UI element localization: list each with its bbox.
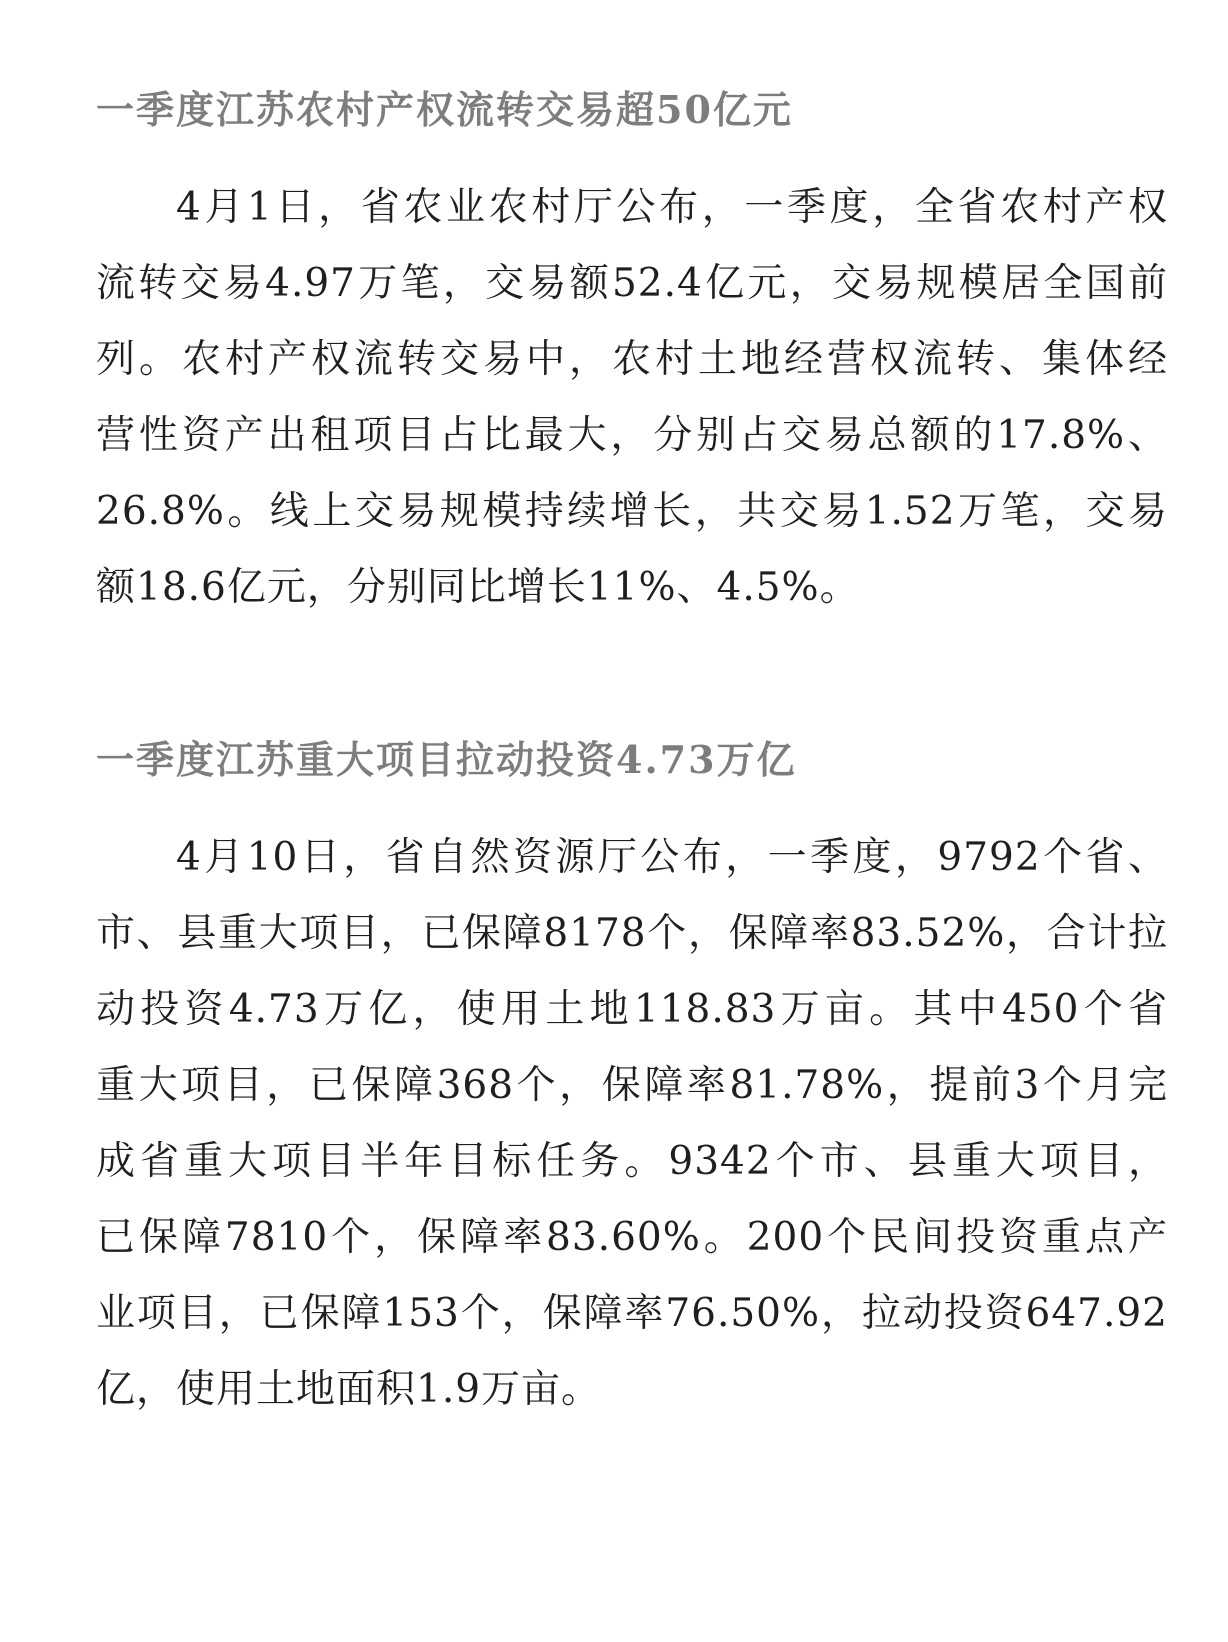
article-line: 亿，使用土地面积1.9万亩。 xyxy=(96,1367,602,1412)
article-body xyxy=(96,170,1168,626)
article-major-projects-investment xyxy=(96,736,1168,1428)
article-line: 4月1日，省农业农村厅公布，一季度，全省农村产权 xyxy=(176,185,1168,230)
article-line: 市、县重大项目，已保障8178个，保障率83.52%，合计拉 xyxy=(96,911,1168,956)
article-line: 营性资产出租项目占比最大，分别占交易总额的17.8%、 xyxy=(96,413,1168,458)
article-line: 流转交易4.97万笔，交易额52.4亿元，交易规模居全国前 xyxy=(96,261,1168,306)
article-rural-property-transfer xyxy=(96,86,1168,626)
article-line: 4月10日，省自然资源厅公布，一季度，9792个省、 xyxy=(176,835,1168,880)
article-line: 额18.6亿元，分别同比增长11%、4.5%。 xyxy=(96,565,860,610)
article-line: 动投资4.73万亿，使用土地118.83万亩。其中450个省 xyxy=(96,987,1168,1032)
article-headline: 一季度江苏农村产权流转交易超50亿元 xyxy=(96,87,793,132)
article-line: 成省重大项目半年目标任务。9342个市、县重大项目， xyxy=(96,1139,1168,1184)
article-line: 26.8%。线上交易规模持续增长，共交易1.52万笔，交易 xyxy=(96,489,1168,534)
article-headline: 一季度江苏重大项目拉动投资4.73万亿 xyxy=(96,737,797,782)
article-line: 列。农村产权流转交易中，农村土地经营权流转、集体经 xyxy=(96,337,1168,382)
article-body xyxy=(96,820,1168,1428)
article-line: 已保障7810个，保障率83.60%。200个民间投资重点产 xyxy=(96,1215,1168,1260)
article-line: 重大项目，已保障368个，保障率81.78%，提前3个月完 xyxy=(96,1063,1168,1108)
article-line: 业项目，已保障153个，保障率76.50%，拉动投资647.92 xyxy=(96,1291,1168,1336)
